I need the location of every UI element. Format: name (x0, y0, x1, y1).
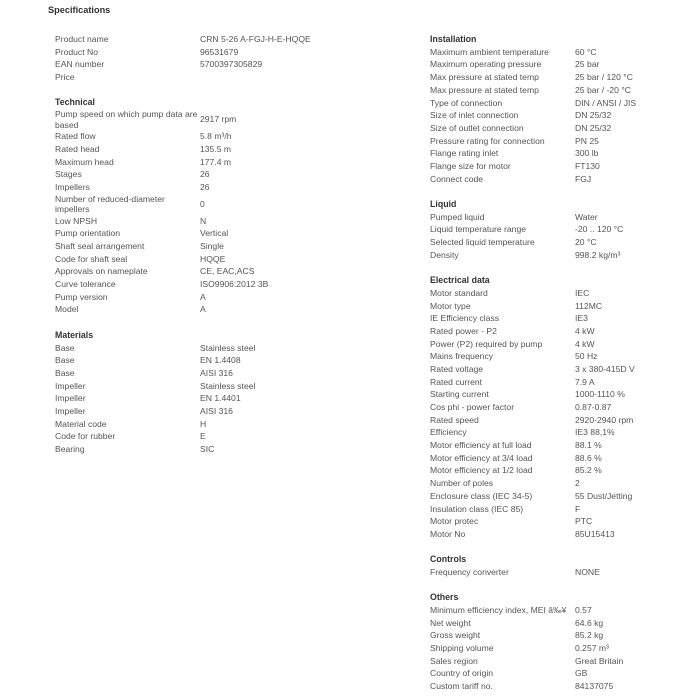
spec-value: A (200, 304, 206, 315)
spec-row-motor-no (430, 528, 690, 541)
spec-value: 7.9 A (575, 376, 595, 387)
spec-label: Flange rating inlet (430, 148, 499, 159)
spec-value: 64.6 kg (575, 617, 604, 628)
spec-label: Shipping volume (430, 643, 494, 654)
spec-label: Motor standard (430, 287, 488, 298)
spec-value: 26 (200, 169, 210, 180)
spec-value: Stainless steel (200, 342, 256, 353)
section-spacer (430, 261, 690, 274)
spec-value: IEC (575, 287, 590, 298)
spec-row-custom-tariff-no (430, 680, 690, 693)
spec-row-ie-efficiency-class (430, 312, 690, 325)
spec-value: ISO9906:2012 3B (200, 279, 269, 290)
spec-label: Liquid temperature range (430, 224, 527, 235)
spec-value: 88.1 % (575, 440, 602, 451)
spec-value: 25 bar / 120 °C (575, 72, 633, 83)
spec-value: 135.5 m (200, 143, 232, 154)
spec-row-impellers (55, 181, 355, 194)
spec-label: Motor efficiency at full load (430, 440, 532, 451)
spec-label: Power (P2) required by pump (430, 338, 543, 349)
spec-value: Single (200, 241, 224, 252)
spec-row-flange-rating-inlet (430, 147, 690, 160)
spec-value: H (200, 418, 207, 429)
section-title: Others (430, 592, 459, 603)
spec-row-motor-efficiency-at-3-4-load (430, 452, 690, 465)
spec-value: 25 bar (575, 59, 600, 70)
spec-row-connect-code (430, 173, 690, 186)
section-technical (55, 96, 355, 316)
spec-row-enclosure-class-iec-34-5 (430, 490, 690, 503)
section-spacer (430, 541, 690, 554)
spec-label: Mains frequency (430, 351, 494, 362)
spec-row-stages (55, 168, 355, 181)
spec-row-low-npsh (55, 215, 355, 228)
spec-value: 5700397305829 (200, 59, 263, 70)
spec-label: Efficiency (430, 427, 467, 438)
spec-label: Pump speed on which pump data are based (55, 109, 198, 130)
spec-value: 0.257 m³ (575, 643, 609, 654)
spec-value: FGJ (575, 173, 592, 184)
spec-label: Connect code (430, 173, 484, 184)
spec-row-motor-efficiency-at-1-2-load (430, 464, 690, 477)
spec-label: Shaft seal arrangement (55, 241, 145, 252)
spec-value: Water (575, 211, 598, 222)
spec-value: A (200, 291, 206, 302)
section-title: Installation (430, 34, 477, 44)
spec-label: Impellers (55, 181, 90, 192)
spec-value: CRN 5-26 A-FGJ-H-E-HQQE (200, 34, 311, 45)
spec-value: 998.2 kg/m³ (575, 249, 621, 260)
spec-label: Size of outlet connection (430, 122, 524, 133)
section-controls (430, 553, 690, 578)
spec-label: Bearing (55, 444, 85, 455)
spec-value: 4 kW (575, 325, 595, 336)
spec-row-pump-version (55, 291, 355, 304)
spec-value: F (575, 503, 581, 514)
spec-label: Code for shaft seal (55, 253, 128, 264)
spec-row-liquid-temperature-range (430, 223, 690, 236)
spec-label: Product name (55, 34, 109, 45)
spec-value: 300 lb (575, 148, 599, 159)
section-title: Controls (430, 554, 467, 565)
spec-row-flange-size-for-motor (430, 160, 690, 173)
spec-row-pressure-rating-for-connection (430, 135, 690, 148)
spec-label: Stages (55, 169, 82, 180)
section-installation (430, 33, 690, 185)
spec-row-motor-standard (430, 287, 690, 300)
section-title: Electrical data (430, 275, 490, 286)
spec-label: Impeller (55, 393, 86, 404)
spec-label: Material code (55, 418, 107, 429)
spec-row-mains-frequency (430, 350, 690, 363)
spec-value: SIC (200, 444, 215, 455)
spec-label: Model (55, 304, 79, 315)
spec-row-number-of-poles (430, 477, 690, 490)
spec-value: EN 1.4408 (200, 355, 241, 366)
spec-value: GB (575, 668, 588, 679)
spec-value: 4 kW (575, 338, 595, 349)
spec-value: 5.8 m³/h (200, 131, 232, 142)
spec-row-code-for-rubber (55, 430, 355, 443)
spec-row-max-pressure-at-stated-temp (430, 71, 690, 84)
spec-value: -20 .. 120 °C (575, 224, 624, 235)
spec-value: E (200, 431, 206, 442)
spec-row-minimum-efficiency-index-mei (430, 604, 690, 617)
section-title: Materials (55, 329, 94, 340)
spec-row-rated-speed (430, 414, 690, 427)
spec-row-motor-efficiency-at-full-load (430, 439, 690, 452)
section-materials (55, 329, 355, 456)
spec-value: 50 Hz (575, 351, 598, 362)
spec-value: 85.2 % (575, 465, 602, 476)
spec-value: DN 25/32 (575, 122, 612, 133)
section-electrical-data (430, 274, 690, 540)
spec-row-base (55, 341, 355, 354)
section-others (430, 591, 690, 693)
spec-value: 85.2 kg (575, 630, 604, 641)
section-spacer (430, 185, 690, 198)
spec-value: PN 25 (575, 135, 599, 146)
spec-label: Maximum operating pressure (430, 59, 542, 70)
spec-value: PTC (575, 516, 593, 527)
spec-row-pump-speed-on-which-pump-data-are-based (55, 109, 355, 130)
spec-value: 20 °C (575, 237, 597, 248)
section-product (55, 33, 355, 84)
spec-label: Pressure rating for connection (430, 135, 545, 146)
spec-label: Motor efficiency at 3/4 load (430, 452, 533, 463)
spec-value: NONE (575, 566, 600, 577)
spec-label: IE Efficiency class (430, 313, 500, 324)
spec-label: Rated voltage (430, 363, 484, 374)
spec-value: 55 Dust/Jetting (575, 490, 633, 501)
spec-row-base (55, 367, 355, 380)
spec-label: Density (430, 249, 459, 260)
spec-label: Selected liquid temperature (430, 237, 535, 248)
spec-value: IE3 88,1% (575, 427, 615, 438)
spec-row-frequency-converter (430, 566, 690, 579)
spec-row-maximum-ambient-temperature (430, 46, 690, 59)
spec-row-shipping-volume (430, 642, 690, 655)
spec-value: DIN / ANSI / JIS (575, 97, 637, 108)
spec-label: Frequency converter (430, 566, 509, 577)
section-title: Technical (55, 97, 95, 108)
spec-value: Vertical (200, 228, 229, 239)
spec-row-motor-type (430, 299, 690, 312)
spec-row-impeller (55, 380, 355, 393)
spec-row-rated-current (430, 376, 690, 389)
spec-label: Max pressure at stated temp (430, 72, 539, 83)
spec-row-code-for-shaft-seal (55, 253, 355, 266)
spec-label: Price (55, 72, 75, 83)
spec-value: HQQE (200, 253, 226, 264)
spec-row-density (430, 249, 690, 262)
spec-label: Rated power - P2 (430, 325, 497, 336)
spec-row-max-pressure-at-stated-temp (430, 84, 690, 97)
spec-label: Cos phi - power factor (430, 402, 515, 413)
spec-label: Custom tariff no. (430, 681, 493, 692)
spec-label: Rated current (430, 376, 483, 387)
spec-value: 112MC (575, 300, 603, 311)
spec-label: Pumped liquid (430, 211, 485, 222)
spec-value: 96531679 (200, 46, 239, 57)
spec-row-material-code (55, 418, 355, 431)
spec-row-country-of-origin (430, 667, 690, 680)
spec-value: 1000-1110 % (575, 389, 625, 400)
spec-value: 2920-2940 rpm (575, 414, 634, 425)
spec-row-rated-flow (55, 130, 355, 143)
spec-label: Base (55, 355, 75, 366)
spec-label: Enclosure class (IEC 34-5) (430, 490, 533, 501)
spec-label: Product No (55, 46, 98, 57)
spec-row-maximum-head (55, 156, 355, 169)
spec-label: Impeller (55, 405, 86, 416)
spec-value: AISI 316 (200, 405, 233, 416)
spec-label: Pump version (55, 291, 108, 302)
spec-value: 84137075 (575, 681, 614, 692)
spec-label: Starting current (430, 389, 489, 400)
spec-row-approvals-on-nameplate (55, 265, 355, 278)
spec-value: 2 (575, 478, 580, 489)
spec-label: Rated head (55, 143, 100, 154)
spec-value: 26 (200, 181, 210, 192)
page-title: Specifications (48, 5, 111, 15)
spec-label: Size of inlet connection (430, 110, 519, 121)
spec-row-number-of-reduced-diameter-impellers (55, 194, 355, 215)
spec-value: DN 25/32 (575, 110, 612, 121)
right-column (430, 33, 690, 693)
spec-value-link[interactable]: 85U15413 (575, 528, 615, 539)
section-title: Liquid (430, 198, 457, 209)
left-column (55, 33, 355, 456)
spec-row-cos-phi-power-factor (430, 401, 690, 414)
spec-value: 177.4 m (200, 156, 232, 167)
spec-row-motor-protec (430, 515, 690, 528)
spec-label: Motor No (430, 528, 466, 539)
spec-value: EN 1.4401 (200, 393, 241, 404)
spec-row-rated-power-p2 (430, 325, 690, 338)
spec-value: 0.87-0.87 (575, 402, 612, 413)
spec-label: Base (55, 342, 75, 353)
spec-value: AISI 316 (200, 367, 233, 378)
spec-label: Type of connection (430, 97, 503, 108)
spec-label: Maximum ambient temperature (430, 46, 549, 57)
spec-row-product-name (55, 33, 355, 46)
spec-label: Approvals on nameplate (55, 266, 148, 277)
spec-label: Insulation class (IEC 85) (430, 503, 524, 514)
spec-row-starting-current (430, 388, 690, 401)
spec-value: 2917 rpm (200, 114, 237, 125)
spec-value: FT130 (575, 160, 600, 171)
spec-label: Motor protec (430, 516, 479, 527)
spec-value: 88.6 % (575, 452, 602, 463)
spec-row-gross-weight (430, 629, 690, 642)
spec-value: 3 x 380-415D V (575, 363, 635, 374)
spec-row-efficiency (430, 426, 690, 439)
spec-label: Pump orientation (55, 228, 120, 239)
spec-row-power-p2-required-by-pump (430, 338, 690, 351)
spec-label: Motor efficiency at 1/2 load (430, 465, 533, 476)
spec-label: Sales region (430, 655, 478, 666)
spec-row-selected-liquid-temperature (430, 236, 690, 249)
spec-row-size-of-outlet-connection (430, 122, 690, 135)
spec-value: 60 °C (575, 46, 597, 57)
spec-row-size-of-inlet-connection (430, 109, 690, 122)
spec-row-sales-region (430, 655, 690, 668)
spec-row-ean-number (55, 58, 355, 71)
spec-value: Stainless steel (200, 380, 256, 391)
spec-value: 0.57 (575, 605, 592, 616)
spec-row-rated-voltage (430, 363, 690, 376)
section-liquid (430, 198, 690, 261)
section-spacer (55, 84, 355, 97)
spec-row-insulation-class-iec-85 (430, 502, 690, 515)
spec-row-pumped-liquid (430, 211, 690, 224)
spec-label: Maximum head (55, 156, 114, 167)
spec-label: Gross weight (430, 630, 481, 641)
spec-label: Code for rubber (55, 431, 116, 442)
spec-row-base (55, 354, 355, 367)
spec-value: IE3 (575, 313, 588, 324)
spec-label: Flange size for motor (430, 160, 511, 171)
section-spacer (430, 579, 690, 592)
spec-value: N (200, 215, 207, 226)
spec-label: Low NPSH (55, 215, 98, 226)
spec-label: Base (55, 367, 75, 378)
spec-label: Impeller (55, 380, 86, 391)
spec-row-pump-orientation (55, 227, 355, 240)
spec-value: CE, EAC,ACS (200, 266, 255, 277)
section-spacer (55, 316, 355, 329)
spec-label: Rated flow (55, 131, 96, 142)
spec-label: Number of reduced-diameter impellers (55, 193, 165, 215)
spec-row-maximum-operating-pressure (430, 58, 690, 71)
spec-row-net-weight (430, 617, 690, 630)
spec-row-impeller (55, 392, 355, 405)
spec-label: Rated speed (430, 414, 479, 425)
spec-value: Great Britain (575, 655, 624, 666)
spec-row-shaft-seal-arrangement (55, 240, 355, 253)
spec-label: Number of poles (430, 478, 494, 489)
spec-row-bearing (55, 443, 355, 456)
spec-value: 25 bar / -20 °C (575, 84, 631, 95)
spec-row-type-of-connection (430, 96, 690, 109)
spec-row-price (55, 71, 355, 84)
spec-label: EAN number (55, 59, 105, 70)
spec-row-curve-tolerance (55, 278, 355, 291)
spec-row-model (55, 303, 355, 316)
spec-label: Net weight (430, 617, 471, 628)
spec-label: Minimum efficiency index, MEI â‰¥ (430, 605, 567, 616)
spec-row-product-no (55, 46, 355, 59)
spec-row-rated-head (55, 143, 355, 156)
spec-row-impeller (55, 405, 355, 418)
spec-label: Curve tolerance (55, 279, 116, 290)
spec-value: 0 (200, 198, 205, 209)
spec-label: Motor type (430, 300, 471, 311)
spec-label: Country of origin (430, 668, 494, 679)
spec-label: Max pressure at stated temp (430, 84, 539, 95)
